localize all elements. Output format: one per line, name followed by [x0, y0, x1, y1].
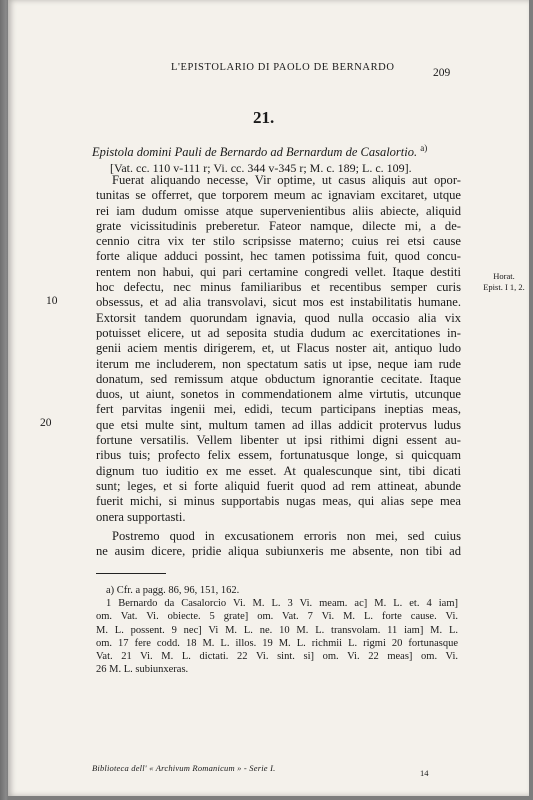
body-line: forte alique adduci possint, hec tamen potissima fuit, quod concu-	[96, 249, 461, 264]
body-line: ne ausim dicere, pridie aliqua subiunxeris me absente, non tibi ad	[96, 544, 461, 559]
footnote-line: Vat. 21 Vi. M. L. dictati. 22 Vi. sint. si] om. Vi. 22 meas] om. Vi.	[96, 651, 458, 663]
body-line: fortune versatilis. Vellem libenter ut ipsi rithimi digni essent au-	[96, 433, 461, 448]
body-line: onera supportasti.	[96, 509, 186, 524]
body-line: cennio citra vix ter stilo scripsisse materno; cuius rei etsi cause	[96, 234, 461, 249]
body-line: grate vicissitudinis preberetur. Fateor namque, dilecte mi, a de-	[96, 218, 461, 233]
body-line: donatum, sed remissum atque obductum ignorantie cecitate. Itaque	[96, 371, 461, 386]
letter-title-note: a)	[420, 143, 428, 153]
line-number-10: 10	[46, 295, 58, 307]
book-page	[8, 0, 529, 796]
body-line: hoc defectu, nec minus familiaribus et recentibus semper curis	[96, 280, 461, 295]
line-number-20: 20	[40, 417, 52, 429]
footnote-line: a) Cfr. a pagg. 86, 96, 151, 162.	[106, 585, 240, 596]
letter-title: Epistola domini Pauli de Bernardo ad Bernardum de Casalortio.	[92, 145, 418, 160]
body-line: obsessus, et ad alia transvolavi, sicut mos est instabilitatis humane.	[96, 295, 461, 310]
body-line: rentem non habui, qui pari certamine congredi vellet. Itaque destiti	[96, 264, 461, 279]
margin-citation	[480, 271, 528, 293]
body-line: ribus tuis; profecto felix essem, fortunatusque longe, si quicquam	[96, 448, 461, 463]
body-line: sunt; leges, et si forte aliquid fuerit quod ad rem attineat, abunde	[96, 478, 461, 493]
footnotes	[96, 584, 458, 676]
letter-body	[96, 173, 461, 559]
series-imprint: Biblioteca dell' « Archivum Romanicum » - Serie I.	[92, 763, 276, 773]
margin-citation-author: Horat.	[493, 271, 515, 281]
body-line: Fuerat aliquando necesse, Vir optime, ut casus aliquis aut opor-	[112, 173, 461, 187]
body-line: potuisset elicere, ut ad seposita studia dudum ac exercitationes in-	[96, 325, 461, 340]
body-line: Postremo quod in excusationem erroris non mei, sed cuius	[112, 528, 461, 543]
body-line: Extorsit tandem quorundam ignavia, quod nulla occasio alia vix	[96, 310, 461, 325]
footnote-line: om. 17 fere codd. 18 M. L. illos. 19 M. L. richmii L. rigmi 20 fortunasque	[96, 637, 458, 649]
footnote-rule	[96, 573, 166, 574]
letter-number: 21.	[253, 108, 275, 127]
body-line: que etsi multe sint, multum tamen ad illas addicit protervus ludus	[96, 417, 461, 432]
body-line: dignum tuo iuditio ex me esset. At qualescunque sint, tibi dicati	[96, 463, 461, 478]
letter-sources: [Vat. cc. 110 v-111 r; Vi. cc. 344 v-345 r; M. c. 189; L. c. 109].	[110, 161, 412, 176]
body-line: fert parvitas ingenii mei, edidi, tecum participans ineptias meas,	[96, 402, 461, 417]
body-line: fuerit michi, si minus supportabis nugas meas, qui alias sepe mea	[96, 494, 461, 509]
footnote-line: 26 M. L. subiunxeras.	[96, 664, 189, 676]
body-line: genii aciem mentis dirigerem, et, ut Flacus noster ait, antiquo ludo	[96, 341, 461, 356]
footnote-line: om. Vat. Vi. obiecte. 5 grate] om. Vat. 7 Vi. M. L. forte cause. Vi.	[96, 611, 458, 623]
body-line: duos, ut aiunt, sonetos in commendationem alme virtutis, utcunque	[96, 387, 461, 402]
body-line: rei iam dudum omisse atque supervenientibus aliis abiecte, aliquid	[96, 203, 461, 218]
page-number: 209	[433, 67, 451, 79]
body-line: tunitas se offerret, que torporem meum ac ignaviam excitaret, utque	[96, 188, 461, 203]
margin-citation-work: Epist. I 1, 2.	[483, 282, 525, 292]
letter-title-line	[92, 140, 472, 160]
footnote-line: 1 Bernardo da Casalorcio Vi. M. L. 3 Vi. meam. ac] M. L. et. 4 iam]	[106, 598, 458, 610]
running-head: L'EPISTOLARIO DI PAOLO DE BERNARDO	[171, 62, 395, 73]
footnote-line: M. L. possent. 9 nec] Vi M. L. ne. 10 M. L. transvolam. 11 iam] M. L.	[96, 624, 458, 636]
printer-signature: 14	[420, 768, 429, 778]
letter-heading	[92, 140, 472, 176]
body-line: iterum me includerem, non spectatum satis ut ipse, neque iam rude	[96, 356, 461, 371]
